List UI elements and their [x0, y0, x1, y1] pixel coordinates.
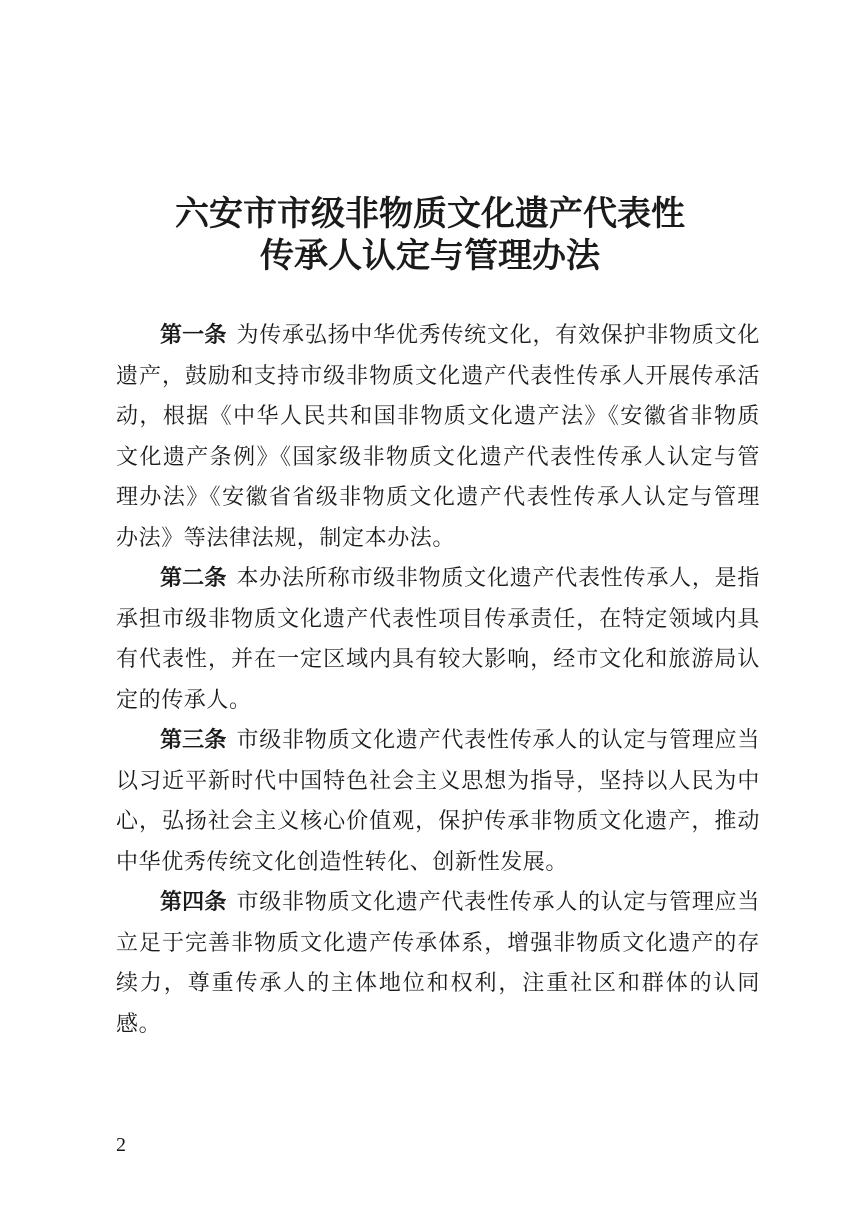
article-1 — [116, 316, 760, 559]
article-2-heading: 第二条 — [160, 566, 227, 591]
page-number: 2 — [116, 1134, 126, 1156]
article-3-text: 市级非物质文化遗产代表性传承人的认定与管理应当以习近平新时代中国特色社会主义思想为指导，坚持以人民为中心，弘扬社会主义核心价值观，保护传承非物质文化遗产，推动中华优秀传统文化创造性转化、创新性发展。 — [116, 728, 760, 875]
document-body — [116, 316, 760, 1045]
article-1-text: 为传承弘扬中华优秀传统文化，有效保护非物质文化遗产，鼓励和支持市级非物质文化遗产代表性传承人开展传承活动，根据《中华人民共和国非物质文化遗产法》《安徽省非物质文化遗产条例》《国家级非物质文化遗产代表性传承人认定与管理办法》《安徽省省级非物质文化遗产代表性传承人认定与管理办法》等法律法规，制定本办法。 — [116, 323, 760, 551]
article-3-heading: 第三条 — [160, 728, 227, 753]
article-2-text: 本办法所称市级非物质文化遗产代表性传承人，是指承担市级非物质文化遗产代表性项目传承责任，在特定领域内具有代表性，并在一定区域内具有较大影响，经市文化和旅游局认定的传承人。 — [116, 566, 760, 713]
article-3 — [116, 721, 760, 883]
document-title-line-2: 传承人认定与管理办法 — [260, 236, 600, 276]
article-4-text: 市级非物质文化遗产代表性传承人的认定与管理应当立足于完善非物质文化遗产传承体系，增强非物质文化遗产的存续力，尊重传承人的主体地位和权利，注重社区和群体的认同感。 — [116, 890, 760, 1037]
article-2 — [116, 559, 760, 721]
article-4-heading: 第四条 — [160, 890, 227, 915]
document-title-line-1: 六安市市级非物质文化遗产代表性 — [175, 194, 685, 234]
article-4 — [116, 883, 760, 1045]
article-1-heading: 第一条 — [160, 323, 227, 348]
